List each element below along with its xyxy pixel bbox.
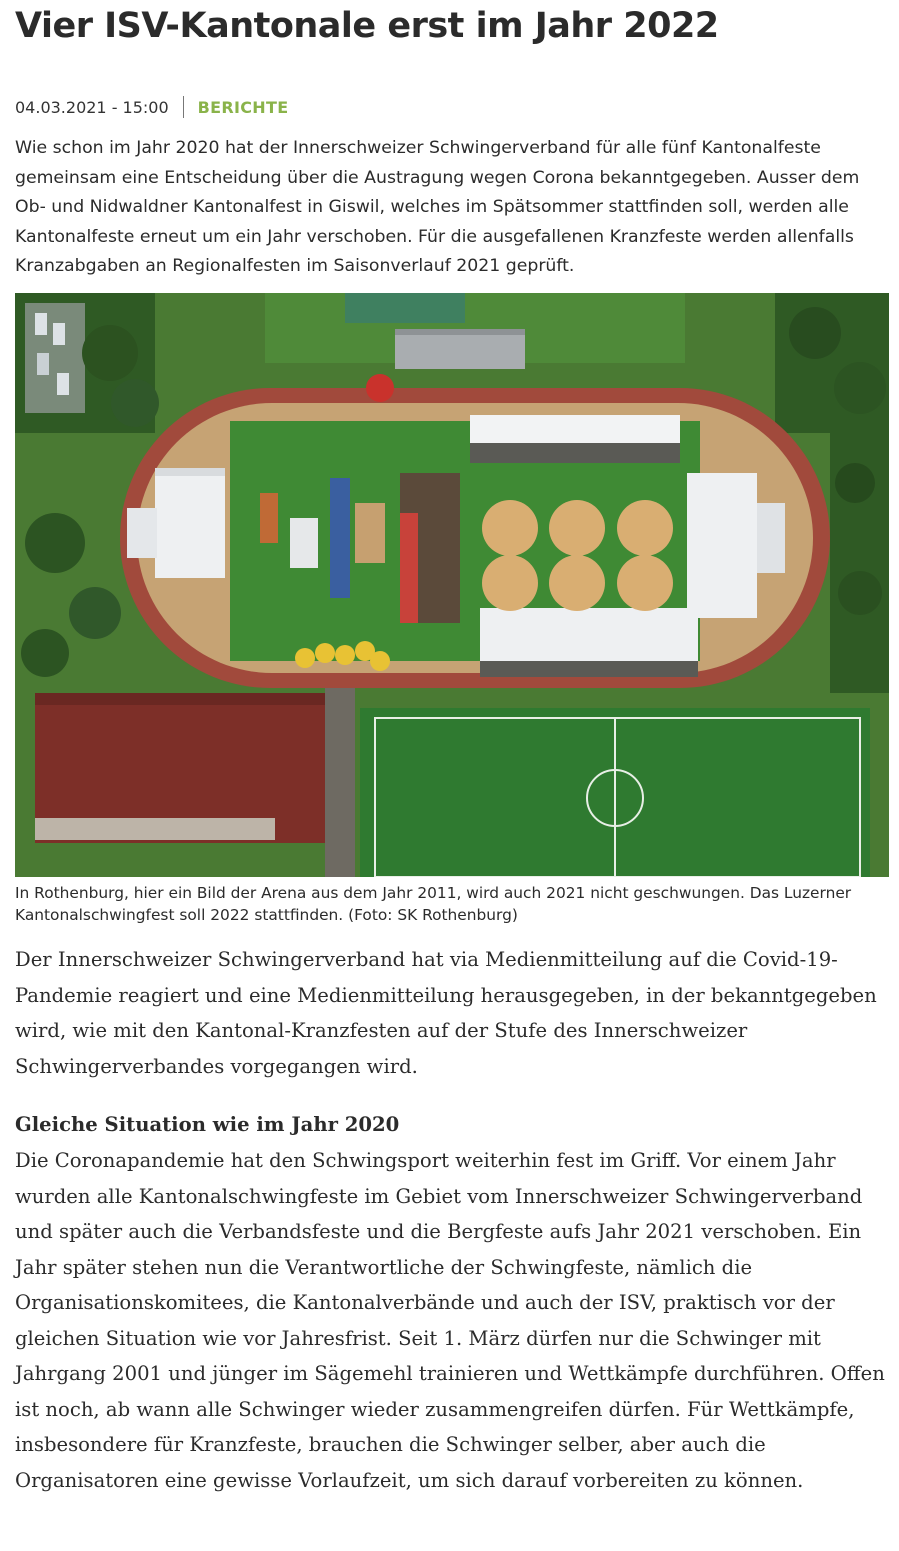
article-subheading: Gleiche Situation wie im Jahr 2020 xyxy=(15,1113,400,1136)
article-paragraph: Die Coronapandemie hat den Schwingsport weiterhin fest im Griff. Vor einem Jahr wurden alle Kantonalschwingfeste im Gebiet vom Innerschweizer Schwingerverband und später auch die Verbandsfeste und die Bergfeste aufs Jahr 2021 verschoben. Ein Jahr später stehen nun die Verantwortliche der Schwingfeste, nämlich die Organisationskomitees, die Kantonalverbände und auch der ISV, praktisch vor der gleichen Situation wie vor Jahresfrist. Seit 1. März dürfen nur die Schwinger mit Jahrgang 2001 und jünger im Sägemehl trainieren und Wettkämpfe durchführen. Offen ist noch, ab wann alle Schwinger wieder zusammengreifen dürfen. Für Wettkämpfe, insbesondere für Kranzfeste, brauchen die Schwinger selber, aber auch die Organisatoren eine gewisse Vorlaufzeit, um sich darauf vorbereiten zu können. xyxy=(15,1149,885,1492)
article-meta xyxy=(15,96,288,118)
article-title: Vier ISV-Kantonale erst im Jahr 2022 xyxy=(15,6,719,46)
article-lead: Wie schon im Jahr 2020 hat der Innerschweizer Schwingerverband für alle fünf Kantonalfeste gemeinsam eine Entscheidung über die Austragung wegen Corona bekanntgegeben. Ausser dem Ob- und Nidwaldner Kantonalfest in Giswil, welches im Spätsommer stattfinden soll, werden alle Kantonalfeste erneut um ein Jahr verschoben. Für die ausgefallenen Kranzfeste werden allenfalls Kranzabgaben an Regionalfesten im Saisonverlauf 2021 geprüft. xyxy=(15,138,860,276)
category-link[interactable]: BERICHTE xyxy=(197,97,289,117)
article-paragraph: Der Innerschweizer Schwingerverband hat via Medienmitteilung auf die Covid-19-Pandemie reagiert und eine Medienmitteilung herausgegeben, in der bekanntgegeben wird, wie mit den Kantonal-Kranzfesten auf der Stufe des Innerschweizer Schwingerverbandes vorgegangen wird. xyxy=(15,948,877,1078)
article-date: 04.03.2021 - 15:00 xyxy=(15,97,169,117)
arena-aerial-photo xyxy=(15,293,889,877)
photo-caption: In Rothenburg, hier ein Bild der Arena aus dem Jahr 2011, wird auch 2021 nicht geschwungen. Das Luzerner Kantonalschwingfest soll 2022 stattfinden. (Foto: SK Rothenburg) xyxy=(15,884,852,924)
meta-divider xyxy=(183,96,184,118)
